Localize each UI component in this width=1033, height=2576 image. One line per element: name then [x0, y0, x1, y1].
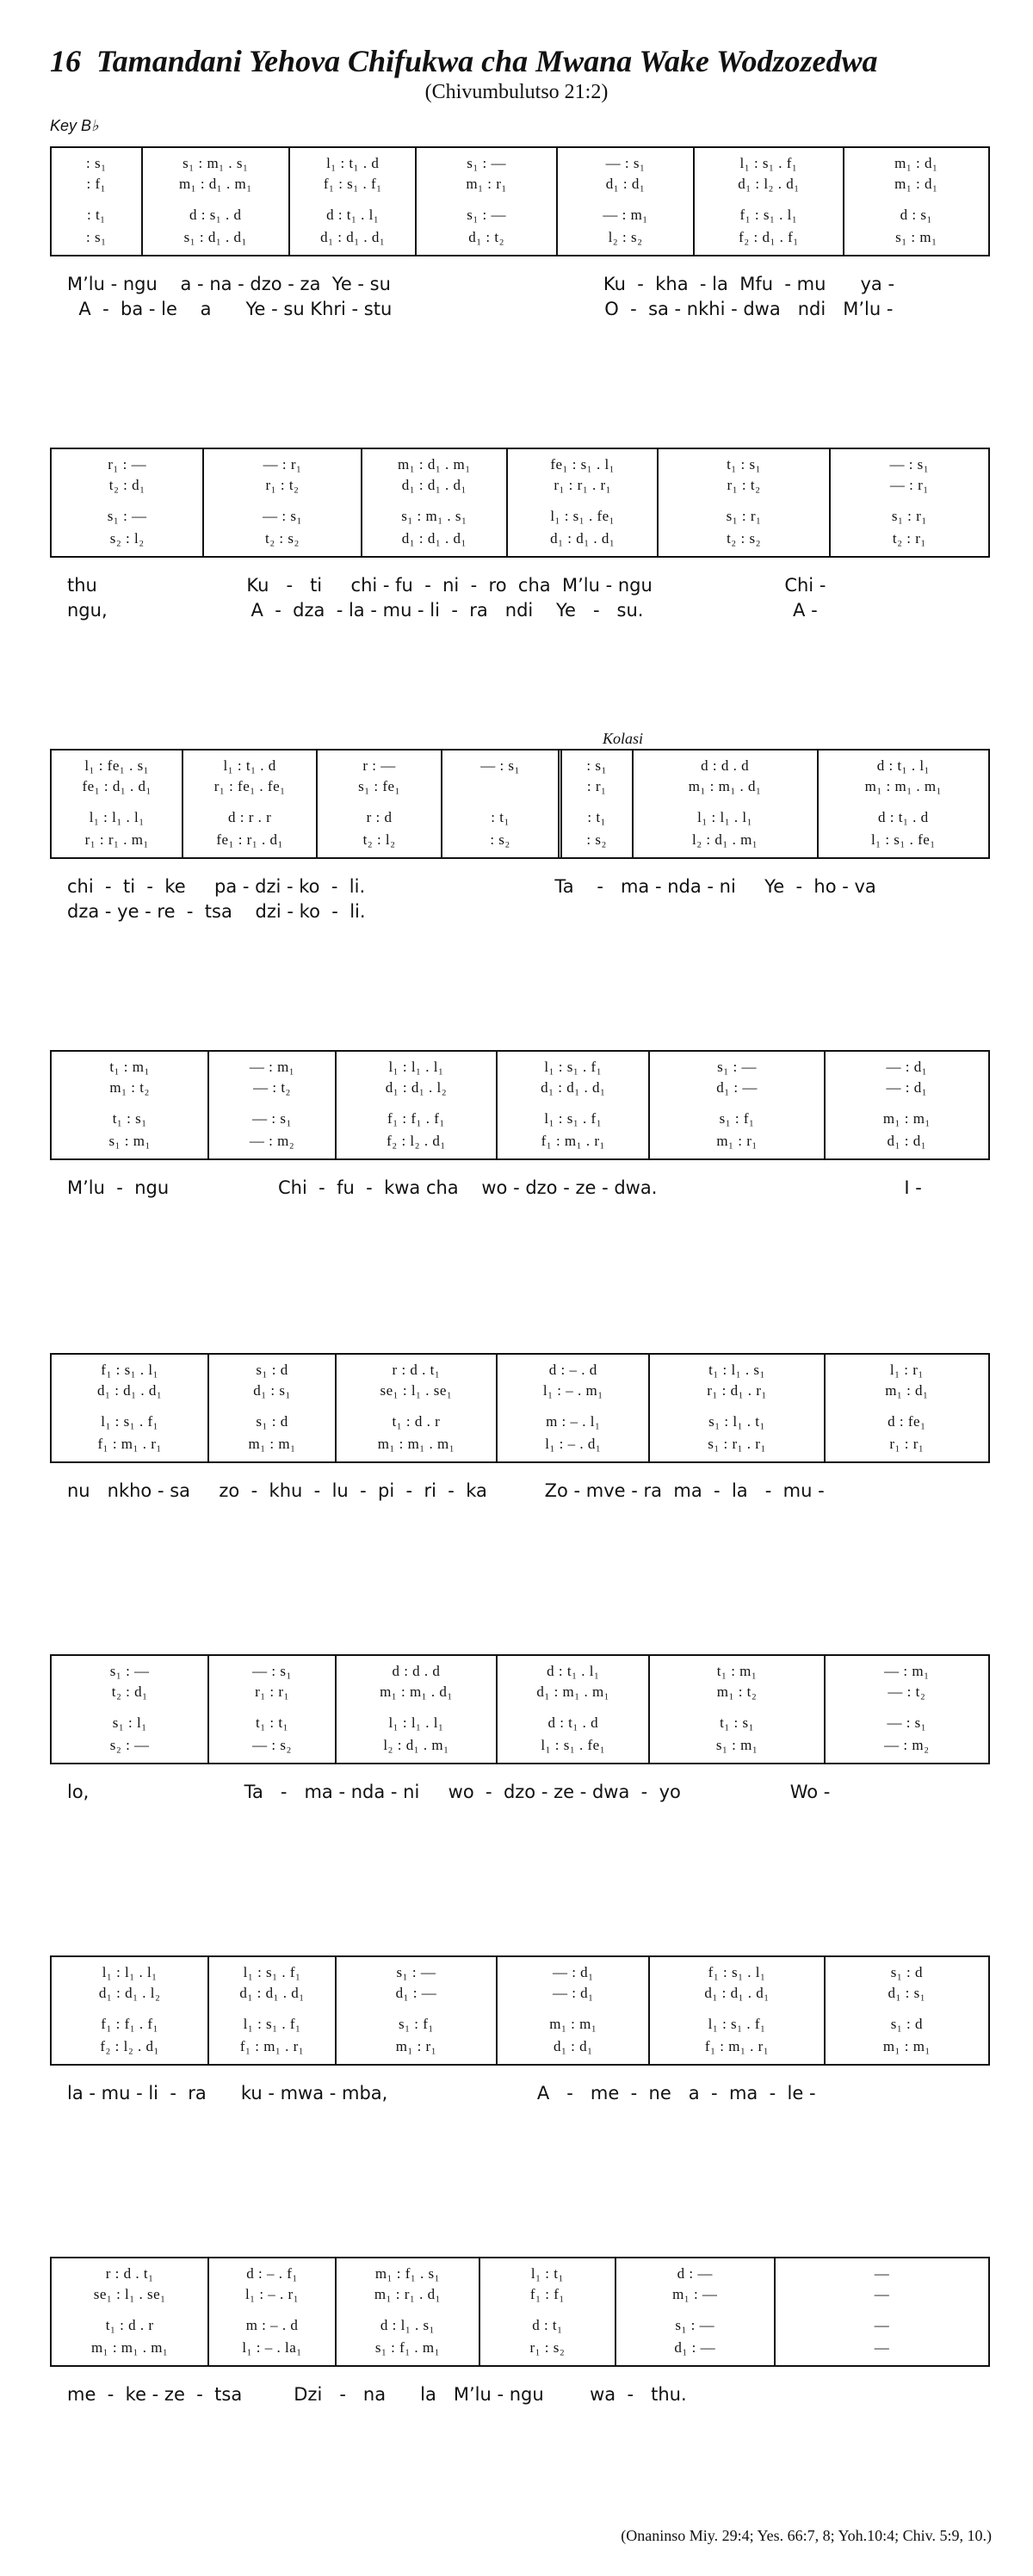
voice-notes: s₁ : d — [256, 1362, 288, 1378]
measure — [52, 1052, 207, 1158]
measure — [52, 751, 182, 857]
voice-notes: r₁ : d₁ . r₁ — [707, 1382, 767, 1399]
voice-notes: d₁ : t₂ — [468, 229, 505, 245]
voice-notes: s₁ : d — [890, 2016, 923, 2032]
measure — [648, 1957, 823, 2064]
measure — [207, 1957, 334, 2064]
voice-notes: s₁ : m₁ — [895, 229, 937, 245]
voice-notes: m₁ : m₁ . d₁ — [380, 1683, 453, 1700]
voice-notes: s₁ : d — [890, 1964, 923, 1980]
voice-notes: t₁ : s₁ — [720, 1714, 755, 1731]
voice-notes: : s₁ — [86, 229, 107, 245]
measure — [316, 751, 441, 857]
measure — [207, 2258, 334, 2365]
voice-notes: fe₁ : d₁ . d₁ — [82, 778, 152, 794]
voice-notes: — : s₁ — [887, 1714, 927, 1731]
voice-notes: t₂ : s₂ — [265, 530, 300, 547]
solfa-staff — [50, 1050, 990, 1160]
voice-notes: — : d₁ — [552, 1985, 594, 2001]
solfa-staff — [50, 2257, 990, 2367]
voice-notes: m₁ : m₁ — [248, 1436, 296, 1452]
voice-notes: d : t₁ — [532, 2317, 563, 2333]
voice-notes: d : t₁ . d — [547, 1714, 599, 1731]
voice-notes: — : s₁ — [252, 1110, 292, 1127]
voice-notes: — : d₁ — [552, 1964, 594, 1980]
voice-notes: t₂ : d₁ — [111, 1683, 148, 1700]
voice-notes: s₁ : fe₁ — [358, 778, 401, 794]
voice-notes: d : – . f₁ — [246, 2265, 298, 2282]
voice-notes: s₁ : l₁ . t₁ — [708, 1413, 765, 1430]
voice-notes: l₁ : l₁ . l₁ — [388, 1714, 444, 1731]
measure — [648, 1355, 823, 1461]
voice-notes: l₁ : – . r₁ — [244, 2286, 300, 2302]
voice-notes: — : t₂ — [253, 1079, 291, 1096]
voice-notes: : s₁ — [586, 757, 607, 774]
song-subtitle: (Chivumbulutso 21:2) — [424, 81, 609, 103]
voice-notes: l₁ : s₁ . f₁ — [243, 2016, 301, 2032]
voice-notes: t₂ : s₂ — [727, 530, 761, 547]
lyric-line: M’lu - ngu a - na - dzo - za Ye - su Ku - kha - la Mfu - mu ya - — [67, 274, 895, 294]
voice-notes: — : s₁ — [263, 508, 302, 524]
voice-notes: l₁ : s₁ . fe₁ — [541, 1737, 606, 1753]
voice-notes: d₁ : d₁ . d₁ — [239, 1985, 305, 2001]
voice-notes: m₁ : m₁ . m₁ — [864, 778, 943, 794]
lyric-line: dza - ye - re - tsa dzi - ko - li. — [67, 901, 366, 922]
measure — [52, 2258, 207, 2365]
measure — [843, 148, 988, 255]
voice-notes: m₁ : r₁ — [466, 176, 507, 192]
lyrics-block — [67, 573, 980, 623]
voice-notes: l₁ : l₁ . l₁ — [102, 1964, 158, 1980]
voice-notes: l₂ : d₁ . m₁ — [383, 1737, 449, 1753]
voice-notes: r₁ : fe₁ . fe₁ — [213, 778, 286, 794]
voice-notes: m₁ : m₁ . m₁ — [377, 1436, 455, 1452]
voice-notes: t₁ : s₁ — [727, 456, 761, 473]
voice-notes: l₁ : l₁ . l₁ — [89, 809, 145, 825]
voice-notes: d₁ : d₁ . d₁ — [704, 1985, 770, 2001]
voice-notes: s₁ : — — [467, 155, 507, 171]
voice-notes: m₁ : d₁ . m₁ — [178, 176, 252, 192]
voice-notes: t₁ : s₁ — [112, 1110, 147, 1127]
measure — [558, 751, 632, 857]
voice-notes: s₁ : r₁ — [891, 508, 927, 524]
voice-notes: f₂ : l₂ . d₁ — [100, 2038, 159, 2054]
voice-notes: d₁ : d₁ . d₁ — [320, 229, 386, 245]
voice-notes: m : – . d — [245, 2317, 299, 2333]
voice-notes: d₁ : d₁ . d₁ — [97, 1382, 163, 1399]
voice-notes: l₁ : l₁ . l₁ — [697, 809, 753, 825]
voice-notes: s₁ : r₁ — [726, 508, 762, 524]
measure — [556, 148, 693, 255]
voice-notes: — : r₁ — [263, 456, 302, 473]
voice-notes: — : t₂ — [888, 1683, 926, 1700]
voice-notes: r₁ : — — [108, 456, 147, 473]
voice-notes: s₁ : m₁ — [715, 1737, 758, 1753]
lyric-line: M’lu - ngu Chi - fu - kwa cha wo - dzo - ze - dwa. I - — [67, 1177, 922, 1198]
measure — [496, 1355, 648, 1461]
song-number: 16 — [50, 44, 81, 78]
voice-notes: : s₁ — [86, 155, 107, 171]
voice-notes: f₁ : m₁ . r₁ — [239, 2038, 305, 2054]
voice-notes: — — [874, 2265, 890, 2282]
voice-notes: d₁ : d₁ . d₁ — [401, 530, 467, 547]
voice-notes: : s₂ — [490, 831, 510, 848]
voice-notes: l₁ : s₁ . f₁ — [243, 1964, 301, 1980]
measure — [824, 1052, 988, 1158]
voice-notes: — : s₁ — [605, 155, 646, 171]
measure — [52, 1355, 207, 1461]
voice-notes: d₁ : d₁ . d₁ — [401, 477, 467, 493]
scripture-references: (Onaninso Miy. 29:4; Yes. 66:7, 8; Yoh.10:4; Chiv. 5:9, 10.) — [621, 2527, 992, 2544]
voice-notes: d : d . d — [392, 1663, 441, 1679]
voice-notes: s₁ : — — [107, 508, 147, 524]
voice-notes: m₁ : t₂ — [716, 1683, 758, 1700]
lyrics-block — [67, 1479, 980, 1504]
measure — [361, 449, 506, 556]
voice-notes: m₁ : t₂ — [109, 1079, 150, 1096]
voice-notes: l₂ : d₁ . m₁ — [692, 831, 758, 848]
voice-notes: m₁ : d₁ . m₁ — [398, 456, 471, 473]
voice-notes: l₁ : – . la₁ — [242, 2339, 302, 2356]
voice-notes: f₁ : f₁ . f₁ — [101, 2016, 159, 2032]
lyrics-block — [67, 1780, 980, 1805]
voice-notes: d : — — [677, 2265, 713, 2282]
song-title-text: Tamandani Yehova Chifukwa cha Mwana Wake Wodzozedwa — [96, 44, 878, 78]
voice-notes: — : m₁ — [603, 207, 648, 223]
voice-notes: t₂ : r₁ — [892, 530, 926, 547]
voice-notes: d : d . d — [701, 757, 750, 774]
voice-notes: l₁ : s₁ . f₁ — [101, 1413, 159, 1430]
voice-notes: r₁ : t₂ — [727, 477, 761, 493]
measure — [648, 1052, 823, 1158]
voice-notes: f₁ : s₁ . l₁ — [739, 207, 798, 223]
voice-notes: m : – . l₁ — [546, 1413, 601, 1430]
voice-notes: m₁ : r₁ . d₁ — [374, 2286, 442, 2302]
voice-notes: m₁ : r₁ — [395, 2038, 437, 2054]
solfa-staff — [50, 1654, 990, 1764]
voice-notes: l₁ : – . d₁ — [545, 1436, 602, 1452]
voice-notes: f₁ : m₁ . r₁ — [541, 1133, 605, 1149]
solfa-staff — [50, 1955, 990, 2066]
voice-notes: l₁ : t₁ . d — [223, 757, 276, 774]
voice-notes: d₁ : m₁ . m₁ — [536, 1683, 610, 1700]
solfa-staff — [50, 448, 990, 558]
voice-notes: t₁ : l₁ . s₁ — [708, 1362, 765, 1378]
voice-notes: d₁ : d₁ . d₁ — [550, 530, 615, 547]
voice-notes: r₁ : t₂ — [265, 477, 300, 493]
measure — [648, 1656, 823, 1763]
song-title — [50, 43, 878, 79]
voice-notes: l₁ : l₁ . l₁ — [388, 1059, 444, 1075]
voice-notes: se₁ : l₁ . se₁ — [380, 1382, 453, 1399]
measure — [506, 449, 657, 556]
measure — [52, 449, 202, 556]
voice-notes: d₁ : — — [395, 1985, 437, 2001]
voice-notes: f₁ : m₁ . r₁ — [97, 1436, 162, 1452]
measure — [824, 1957, 988, 2064]
voice-notes: s₁ : — — [109, 1663, 150, 1679]
lyric-line: A - ba - le a Ye - su Khri - stu O - sa - nkhi - dwa ndi M’lu - — [67, 299, 894, 319]
lyric-line: ngu, A - dza - la - mu - li - ra ndi Ye - su. A - — [67, 600, 818, 621]
lyric-line: nu nkho - sa zo - khu - lu - pi - ri - ka Zo - mve - ra ma - la - mu - — [67, 1480, 825, 1501]
voice-notes: t₁ : t₁ — [256, 1714, 289, 1731]
measure — [202, 449, 360, 556]
measure — [335, 2258, 479, 2365]
lyric-line: chi - ti - ke pa - dzi - ko - li. Ta - ma - nda - ni Ye - ho - va — [67, 876, 876, 897]
measure — [657, 449, 828, 556]
voice-notes: r : d — [366, 809, 393, 825]
measure — [415, 148, 555, 255]
voice-notes: l₁ : r₁ — [889, 1362, 924, 1378]
measure — [182, 751, 315, 857]
measure — [335, 1355, 496, 1461]
voice-notes: s₁ : d — [256, 1413, 288, 1430]
voice-notes: f₁ : s₁ . l₁ — [708, 1964, 766, 1980]
voice-notes: d₁ : d₁ — [605, 176, 646, 192]
voice-notes: d : t₁ . l₁ — [547, 1663, 600, 1679]
voice-notes: s₁ : m₁ . s₁ — [401, 508, 467, 524]
voice-notes: t₁ : d . r — [392, 1413, 441, 1430]
voice-notes: m₁ : d₁ — [894, 176, 938, 192]
voice-notes: d₁ : — — [716, 1079, 758, 1096]
voice-notes: d : t₁ . l₁ — [326, 207, 380, 223]
voice-notes: t₂ : l₂ — [362, 831, 396, 848]
voice-notes: — : m₁ — [249, 1059, 295, 1075]
voice-notes: r₁ : r₁ — [255, 1683, 289, 1700]
lyrics-block — [67, 874, 980, 924]
voice-notes: d₁ : d₁ . l₂ — [385, 1079, 448, 1096]
voice-notes: f₁ : f₁ — [529, 2286, 565, 2302]
measure — [207, 1052, 334, 1158]
measure — [632, 751, 817, 857]
voice-notes: s₁ : f₁ . m₁ — [374, 2339, 441, 2356]
lyric-line: thu Ku - ti chi - fu - ni - ro cha M’lu - ngu Chi - — [67, 575, 826, 596]
voice-notes: d : fe₁ — [888, 1413, 926, 1430]
voice-notes: l₁ : t₁ — [530, 2265, 564, 2282]
voice-notes: s₁ : — — [717, 1059, 757, 1075]
measure — [335, 1052, 496, 1158]
lyrics-block — [67, 1176, 980, 1201]
voice-notes: s₁ : r₁ . r₁ — [708, 1436, 766, 1452]
measure — [693, 148, 842, 255]
voice-notes: l₂ : s₂ — [608, 229, 643, 245]
voice-notes: s₁ : l₁ — [112, 1714, 147, 1731]
voice-notes: d₁ : s₁ — [253, 1382, 291, 1399]
voice-notes: r : d . t₁ — [105, 2265, 154, 2282]
voice-notes: l₁ : fe₁ . s₁ — [84, 757, 150, 774]
voice-notes: d : s₁ . d — [189, 207, 242, 223]
voice-notes: t₁ : d . r — [105, 2317, 154, 2333]
voice-notes: f₁ : f₁ . f₁ — [387, 1110, 445, 1127]
measure — [141, 148, 288, 255]
voice-notes: s₁ : m₁ — [108, 1133, 151, 1149]
lyric-line: lo, Ta - ma - nda - ni wo - dzo - ze - dwa - yo Wo - — [67, 1782, 831, 1802]
solfa-staff — [50, 749, 990, 859]
voice-notes: s₂ : l₂ — [109, 530, 145, 547]
voice-notes: d : r . r — [228, 809, 272, 825]
voice-notes: d₁ : d₁ — [887, 1133, 927, 1149]
voice-notes: d : t₁ . d — [878, 809, 929, 825]
lyrics-block — [67, 272, 980, 322]
voice-notes: m₁ : d₁ — [894, 155, 938, 171]
voice-notes: r : — — [362, 757, 396, 774]
voice-notes: f₂ : d₁ . f₁ — [739, 229, 799, 245]
measure — [441, 751, 558, 857]
voice-notes: t₁ : m₁ — [716, 1663, 758, 1679]
measure — [496, 1052, 648, 1158]
measure — [207, 1355, 334, 1461]
voice-notes: — — [874, 2339, 890, 2356]
voice-notes: r₁ : r₁ . r₁ — [554, 477, 612, 493]
voice-notes: — : s₂ — [252, 1737, 292, 1753]
voice-notes — [442, 776, 558, 797]
voice-notes: : t₁ — [587, 809, 606, 825]
measure — [335, 1957, 496, 2064]
voice-notes: d : l₁ . s₁ — [380, 2317, 436, 2333]
voice-notes: — : s₁ — [889, 456, 930, 473]
voice-notes: s₁ : f₁ — [399, 2016, 434, 2032]
voice-notes: fe₁ : r₁ . d₁ — [216, 831, 283, 848]
voice-notes: t₁ : m₁ — [109, 1059, 150, 1075]
voice-notes: f₂ : l₂ . d₁ — [387, 1133, 446, 1149]
measure — [829, 449, 988, 556]
voice-notes: m₁ : m₁ — [882, 1110, 931, 1127]
solfa-staff — [50, 146, 990, 256]
voice-notes: m₁ : — — [672, 2286, 718, 2302]
voice-notes: f₁ : m₁ . r₁ — [704, 2038, 770, 2054]
voice-notes: f₁ : s₁ . f₁ — [323, 176, 382, 192]
voice-notes: m₁ : m₁ . d₁ — [688, 778, 762, 794]
voice-notes: — : s₁ — [252, 1663, 292, 1679]
measure — [824, 1656, 988, 1763]
measure — [52, 148, 141, 255]
measure — [774, 2258, 988, 2365]
measure — [207, 1656, 334, 1763]
voice-notes: : t₁ — [491, 809, 510, 825]
voice-notes: d₁ : — — [674, 2339, 716, 2356]
voice-notes: s₁ : m₁ . s₁ — [182, 155, 249, 171]
voice-notes: se₁ : l₁ . se₁ — [93, 2286, 166, 2302]
voice-notes: s₁ : d₁ . d₁ — [183, 229, 247, 245]
key-signature: Key B♭ — [50, 117, 99, 134]
voice-notes: m₁ : f₁ . s₁ — [374, 2265, 441, 2282]
voice-notes: d₁ : s₁ — [888, 1985, 926, 2001]
voice-notes: l₁ : s₁ . f₁ — [544, 1059, 603, 1075]
lyrics-block — [67, 2081, 980, 2106]
voice-notes: r : d . t₁ — [392, 1362, 441, 1378]
voice-notes: l₁ : t₁ . d — [326, 155, 380, 171]
solfa-staff — [50, 1353, 990, 1463]
voice-notes: fe₁ : s₁ . l₁ — [550, 456, 615, 473]
measure — [52, 1656, 207, 1763]
voice-notes: d₁ : l₂ . d₁ — [738, 176, 800, 192]
voice-notes: — — [874, 2317, 890, 2333]
voice-notes: f₁ : s₁ . l₁ — [101, 1362, 159, 1378]
voice-notes: — : d₁ — [886, 1059, 928, 1075]
voice-notes: d₁ : d₁ . d₁ — [541, 1079, 606, 1096]
voice-notes: l₁ : s₁ . f₁ — [739, 155, 798, 171]
voice-notes: — : r₁ — [889, 477, 929, 493]
lyrics-block — [67, 2382, 980, 2407]
voice-notes: s₁ : — — [396, 1964, 436, 1980]
voice-notes: : r₁ — [586, 778, 607, 794]
measure — [817, 751, 988, 857]
voice-notes: t₂ : d₁ — [108, 477, 145, 493]
voice-notes: m₁ : m₁ — [882, 2038, 931, 2054]
lyric-line: la - mu - li - ra ku - mwa - mba, A - me - ne a - ma - le - — [67, 2083, 816, 2103]
voice-notes: r₁ : r₁ . m₁ — [84, 831, 149, 848]
voice-notes: l₁ : s₁ . f₁ — [544, 1110, 603, 1127]
measure — [479, 2258, 614, 2365]
voice-notes: s₁ : f₁ — [719, 1110, 755, 1127]
voice-notes: l₁ : s₁ . fe₁ — [870, 831, 936, 848]
voice-notes: m₁ : m₁ — [549, 2016, 597, 2032]
lyric-line: me - ke - ze - tsa Dzi - na la M’lu - ngu wa - thu. — [67, 2384, 687, 2405]
measure — [824, 1355, 988, 1461]
measure — [52, 1957, 207, 2064]
measure — [288, 148, 415, 255]
voice-notes: — — [874, 2286, 890, 2302]
voice-notes: s₁ : — — [467, 207, 507, 223]
voice-notes: — : m₂ — [249, 1133, 295, 1149]
measure — [496, 1957, 648, 2064]
voice-notes: : t₁ — [86, 207, 106, 223]
voice-notes: — : m₁ — [884, 1663, 930, 1679]
voice-notes: l₁ : s₁ . f₁ — [708, 2016, 766, 2032]
measure — [615, 2258, 774, 2365]
voice-notes: m₁ : d₁ — [885, 1382, 929, 1399]
voice-notes: : f₁ — [86, 176, 107, 192]
voice-notes: d : t₁ . l₁ — [876, 757, 930, 774]
voice-notes: r₁ : s₂ — [529, 2339, 566, 2356]
voice-notes: m₁ : r₁ — [716, 1133, 758, 1149]
voice-notes: — : m₂ — [884, 1737, 930, 1753]
voice-notes: r₁ : r₁ — [889, 1436, 925, 1452]
measure — [496, 1656, 648, 1763]
voice-notes: l₁ : – . m₁ — [542, 1382, 603, 1399]
voice-notes: l₁ : s₁ . fe₁ — [550, 508, 615, 524]
voice-notes: d₁ : d₁ — [553, 2038, 593, 2054]
measure — [335, 1656, 496, 1763]
voice-notes: s₂ : — — [109, 1737, 150, 1753]
voice-notes: — : s₁ — [480, 757, 520, 774]
voice-notes: d : s₁ — [900, 207, 932, 223]
voice-notes: — : d₁ — [886, 1079, 928, 1096]
voice-notes: d₁ : d₁ . l₂ — [98, 1985, 161, 2001]
voice-notes: d : – . d — [548, 1362, 597, 1378]
voice-notes: : s₂ — [586, 831, 607, 848]
voice-notes: m₁ : m₁ . m₁ — [90, 2339, 169, 2356]
chorus-marking: Kolasi — [603, 730, 644, 747]
voice-notes: s₁ : — — [675, 2317, 715, 2333]
